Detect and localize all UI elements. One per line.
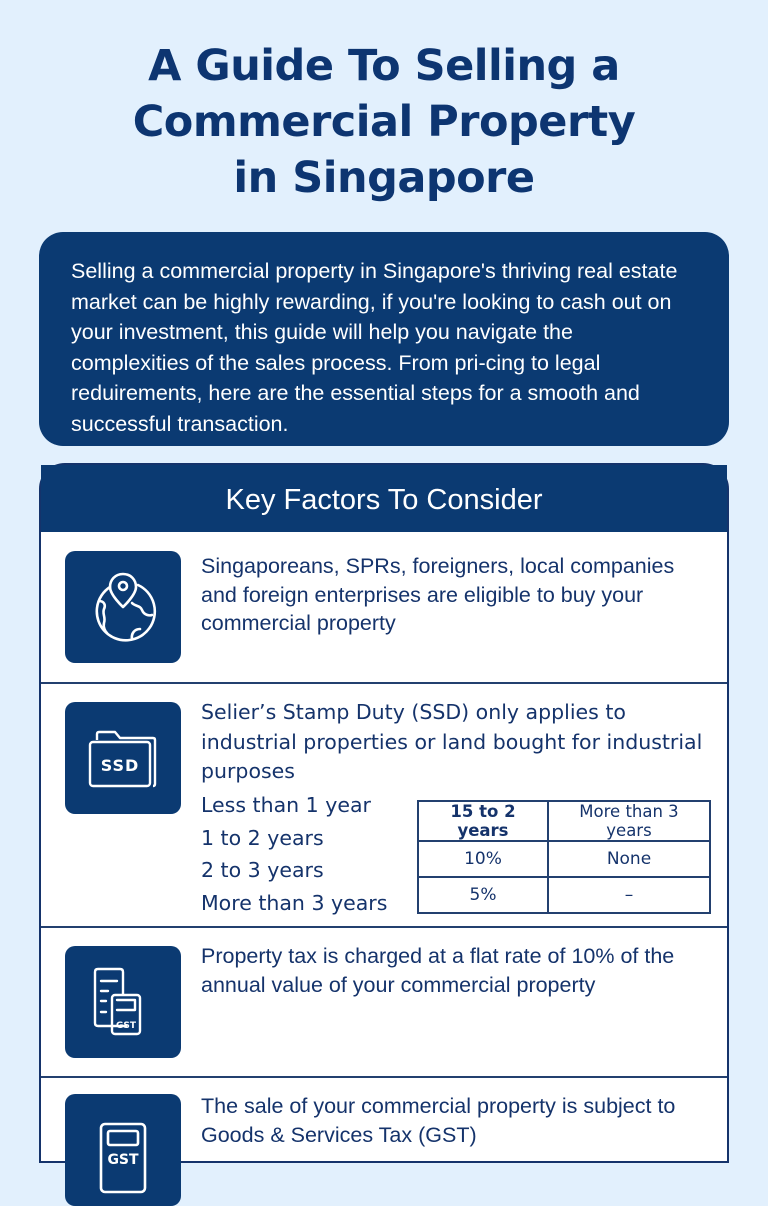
factor-text: Property tax is charged at a flat rate of 10% of the annual value of your commercial property — [201, 944, 675, 997]
table-row — [418, 877, 710, 913]
page-title — [0, 38, 768, 206]
table-header-cell: More than 3 years — [548, 801, 710, 841]
intro-text: Selling a commercial property in Singapore's thriving real estate market can be highly rewarding, if you're looking to cash out on your investment, this guide will help you navigate the complexities of the sales process. From pri-cing to legal reduirements, here are the essential steps for a smooth and successful transaction. — [71, 259, 678, 436]
factor-text: Selier’s Stamp Duty (SSD) only applies to industrial properties or land bought for industrial purposes — [201, 700, 703, 783]
title-line-2: Commercial Property — [132, 97, 636, 147]
svg-text:GST: GST — [107, 1152, 139, 1168]
holding-period-item: Less than 1 year — [201, 793, 371, 817]
svg-text:SSD: SSD — [100, 756, 140, 775]
holding-period-item: 2 to 3 years — [201, 858, 324, 882]
table-header-cell: 15 to 2 years — [418, 801, 548, 841]
intro-card — [39, 232, 729, 446]
globe-location-pin-icon — [65, 551, 181, 663]
key-factors-heading: Key Factors To Consider — [41, 465, 727, 532]
svg-text:GST: GST — [115, 1021, 137, 1031]
holding-period-list — [201, 789, 387, 919]
factor-eligibility — [41, 532, 727, 684]
table-row — [418, 841, 710, 877]
factor-text: Singaporeans, SPRs, foreigners, local companies and foreign enterprises are eligible to buy your commercial property — [201, 554, 675, 635]
document-gst-icon — [65, 946, 181, 1058]
table-cell: – — [548, 877, 710, 913]
title-line-3: in Singapore — [233, 153, 535, 203]
table-cell: 5% — [418, 877, 548, 913]
factor-property-tax — [41, 928, 727, 1078]
folder-ssd-icon — [65, 702, 181, 814]
title-line-1: A Guide To Selling a — [148, 41, 620, 91]
table-cell: 10% — [418, 841, 548, 877]
table-header-row — [418, 801, 710, 841]
factor-text: The sale of your commercial property is subject to Goods & Services Tax (GST) — [201, 1094, 676, 1147]
calculator-gst-icon — [65, 1094, 181, 1206]
ssd-rate-table — [417, 800, 711, 914]
holding-period-item: 1 to 2 years — [201, 825, 324, 850]
factor-gst — [41, 1078, 727, 1178]
key-factors-panel — [39, 463, 729, 1168]
factor-ssd — [41, 684, 727, 928]
holding-period-item: More than 3 years — [201, 890, 388, 915]
table-cell: None — [548, 841, 710, 877]
